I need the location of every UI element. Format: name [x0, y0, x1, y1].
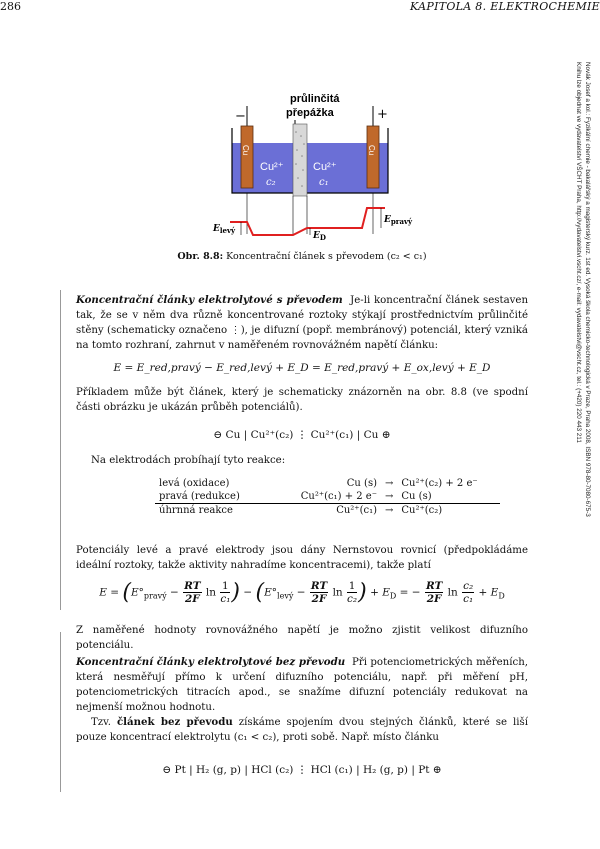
left-electrode-label: Cu [241, 145, 250, 156]
cell-scheme-2: ⊖ Pt | H₂ (g, p) | HCl (c₂) ⋮ HCl (c₁) | H₂ (g, p) | Pt ⊕ [162, 764, 442, 776]
chapter-title: KAPITOLA 8. ELEKTROCHEMIE [410, 0, 600, 13]
section-lead-without-transfer: Koncentrační články elektrolytové bez převodu [76, 656, 346, 668]
figure-title-line1: průlinčitá [290, 93, 340, 105]
right-ion-label: Cu²⁺ [313, 161, 337, 173]
paragraph-nernst: Potenciály levé a pravé elektrody jsou dány Nernstovou rovnicí (předpokládáme ideální roztoky, takže aktivity nahradíme koncentracemi), takže platí [76, 545, 528, 571]
paragraph-diffusion: Z naměřené hodnoty rovnovážného napětí je možno zjistit velikost difuzního potenciálu. [76, 625, 528, 651]
page-number: 286 [0, 0, 21, 13]
reaction-row: úhrnná reakce Cu²⁺(c₁) → Cu²⁺(c₂) [159, 505, 443, 516]
paragraph-example: Příkladem může být článek, který je schematicky znázorněn na obr. 8.8 (ve spodní části obrázku je ukázán průběh potenciálů). [76, 387, 528, 413]
paragraph-cell-without-transfer: Tzv. článek bez převodu získáme spojením dvou stejných článků, které se liší pouze koncentrací elektrolytu (c₁ < c₂), proti sobě. Např. místo článku [76, 716, 529, 743]
side-copyright-note [560, 62, 596, 622]
reaction-row: pravá (redukce) Cu²⁺(c₁) + 2 e⁻ → Cu (s) [155, 490, 500, 504]
left-conc-label: c₂ [266, 177, 276, 188]
equation-nernst: $E = (E^\circ_{pravý}$ − $\frac{RT}{2F}$ ln $\frac{1}{\text{c₁}}$ ) − ($E^\circ_{levý}$ − $\frac{RT}{2F}$ ln $\frac{1}{\text{c₂}}$ ) + $E_D$ = − $\frac{RT}{2F}$ ln $\frac{\text{c₂}}{\text{c₁}}$ + $E_D$ [99, 580, 505, 605]
margin-bar-2 [60, 632, 61, 792]
equation-emf: E = E_red,pravý − E_red,levý + E_D = E_red,pravý + E_ox,levý + E_D [113, 362, 491, 374]
right-electrode [367, 126, 379, 188]
section-lead-with-transfer: Koncentrační články elektrolytové s převodem [76, 294, 343, 306]
figure-title-line2: přepážka [286, 107, 334, 119]
solution [232, 143, 388, 193]
figure-caption [76, 251, 528, 262]
paragraph-reactions-intro: Na elektrodách probíhají tyto reakce: [91, 455, 286, 466]
e-d-label: $E_D$ [313, 231, 326, 242]
reaction-row: levá (oxidace) Cu (s) → Cu²⁺(c₂) + 2 e⁻ [159, 478, 478, 489]
left-electrode [241, 126, 253, 188]
caption-label: Obr. 8.8: [177, 251, 224, 262]
reactions-table [155, 477, 500, 517]
minus-sign: − [235, 109, 246, 124]
porous-diaphragm [293, 124, 307, 196]
paragraph-with-transfer [76, 293, 528, 353]
cell-scheme-1: ⊖ Cu | Cu²⁺(c₂) ⋮ Cu²⁺(c₁) | Cu ⊕ [213, 429, 391, 441]
e-left-label: $E_{levý}$ [213, 224, 236, 235]
side-note-line1: Novák Josef a kol.: Fyzikální chemie - bakalářský a magisterský kurz. 1st ed. Vysoká škola chemicko-technologická v Praze, Praha 2008, ISBN 978-80-7080-675-3 [584, 62, 591, 517]
caption-text: Koncentrační článek s převodem (c₂ < c₁) [226, 251, 427, 262]
concentration-cell-figure [210, 88, 420, 248]
margin-bar-1 [60, 290, 61, 610]
left-ion-label: Cu²⁺ [260, 161, 284, 173]
e-right-label: $E_{pravý}$ [384, 215, 413, 226]
paragraph-text: Je-li koncentrační článek sestaven tak, že se v něm dva různě koncentrované roztoky stýkají prostřednictvím průlinčité stěny (schematicky označeno ⋮), je difuzní (popř. membránový) potenciál, který vzniká na tomto rozhraní, zahrnut v naměřeném rovnovážném napětí článku: [76, 295, 529, 351]
term-cell-without-transfer: článek bez převodu [116, 716, 233, 728]
plus-sign: + [377, 107, 388, 122]
right-electrode-label: Cu [367, 145, 376, 156]
paragraph-without-transfer [76, 655, 528, 715]
right-conc-label: c₁ [319, 177, 329, 188]
potential-profile [230, 208, 385, 235]
side-note-line2: Knihu lze objednat ve vydavatelství VŠCHT Praha, http://vydavatelstvi.vscht.cz/, e-mail: vydavatelstvi@vscht.cz, tel.: (+420) 220 443 211 [575, 62, 582, 443]
paragraph-text: Při potenciometrických měřeních, která nesměřují přímo k určení difuzního potenciálu, např. při měření pH, potenciometrických titracích apod., se snažíme difuzní potenciály redukovat na nejmenší možnou hodnotu. [76, 657, 528, 713]
